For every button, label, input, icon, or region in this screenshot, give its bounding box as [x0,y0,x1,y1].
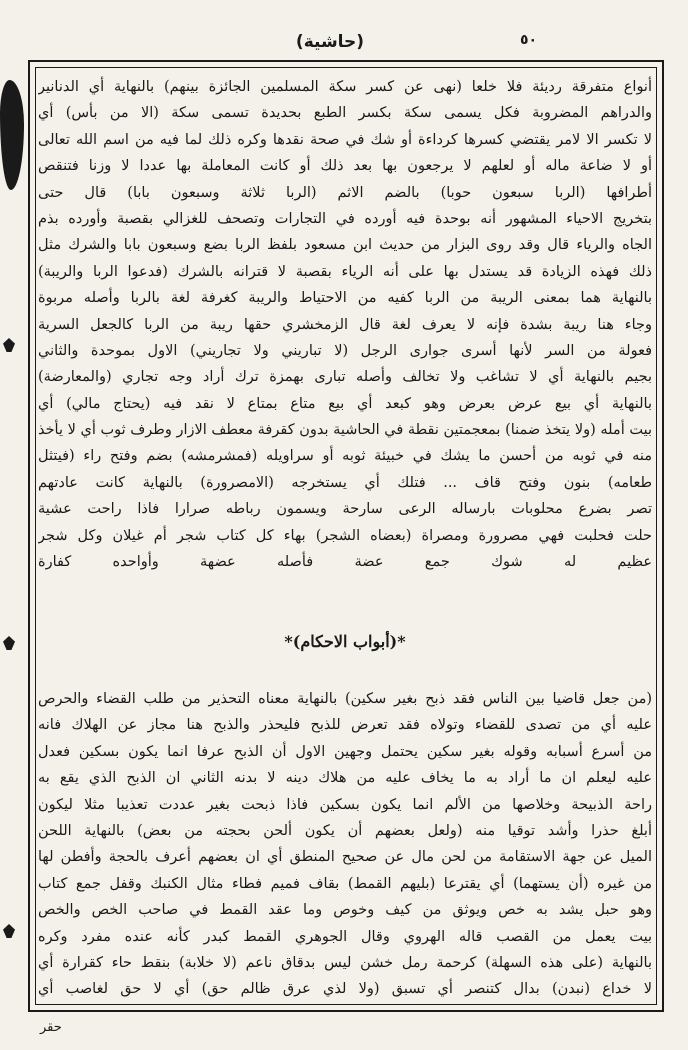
section-heading: *(أبواب الاحكام)* [284,632,406,651]
text-line: (من جعل قاضيا بين الناس فقد ذبح بغير سكين) بالنهاية معناه التحذير من طلب القضاء والحرص [38,691,652,707]
margin-mark [3,924,15,938]
text-line: بتخريج الاحياء المشهور أنه بوحدة فيه أورده في التجارات وتصحف للغزالي بقصبة وأورده بذم [38,210,652,227]
text-line: والدراهم المضروبة فكل يسمى سكة بكسر الطبع بحديدة تسمى سكة (الا من بأس) أي [38,105,652,122]
text-line: أو لا ضاعة ماله أو لعلهم لا يرجعون بها بعد ذلك أو كانت المعاملة بها عددا لا وزنا فتنقص [38,158,652,175]
page-number: ٥٠ [520,32,538,48]
text-line: من غيره (أن يستهما) أي يقترعا (بليهم القمط) بقاف فميم فطاء مثال الكنبك وقفل جمع كتاب [38,875,652,892]
text-line: حلت فحلبت فهي مصرورة ومصراة (بعضاه الشجر) بهاء كل كتاب شجر أم غيلان وكل شجر [38,527,652,544]
text-line: وجاء هنا ريبة بشدة فإنه لا يعرف لغة قال الزمخشري حقها ريبة من الربا كالجعل السرية [38,316,652,333]
text-line: بالنهاية هما بمعنى الريبة من الربا كفيه من الاحتياط والريبة كغرفة لغة بالربا وأصله مربوة [38,290,652,307]
text-line: بالنهاية أي بيع عرض بعرض وهو كبعد أي بيع متاع بمتاع لا نقد فيه (يحتاج مالي) أي [38,395,652,412]
text-line: منه في ثوبه من أحسن ما يشك في خبيئة ثوبه أو سراويله (فمشرمشه) بضم وفتح راء (فيتثل [38,448,652,465]
text-line: لا تكسر الا لامر يقتضي كسرها كرداءة أو شك في صحة نقدها وكره ذلك لما فيه من اسم الله تعالى [38,131,652,148]
text-line: عليه أي من تصدى للقضاء وتولاه فقد تعرض للذبح فليحذر والذبح هنا مجاز عن الهلاك فانه [38,717,652,734]
ink-blot [0,80,24,190]
text-line: لا خداع (نبدن) بدال كتنصر أي تسبق (ولا لذي عرق ظالم حق) أي لا حق لغاصب أي [38,981,652,998]
text-line: راحة الذبيحة وخلاصها من الألم انما يكون بسكين فاذا ذبحت بغير عددت تعذيبا مثلا ليكون [38,796,652,813]
text-line: بيت أمله (ولا يتخذ ضمنا) بمعجمتين نقطة في الحاشية بدون كقرفة معطف الازار وطرف ثوب أي لا يأخذ [38,422,652,439]
commentary-text-lower [38,686,652,1003]
text-line: عظيم له شوك جمع عضة فأصله عضهة وأواحده كفارة [38,554,652,571]
text-line: بيت يعمل من القصب قاله الهروي وقال الجوهري القمط كبدر كأنه عنده مفرد وكره [38,928,652,945]
text-line: الميل عن جهة الاستقامة من لحن مال عن صحيح المنطق أي ان بعضهم أعرف بالحجة وأفطن لها [38,849,652,866]
text-line: بالنهاية (على هذه السهلة) كرحمة رمل خشن ليس بدقاق ناعم (لا خلابة) بنقط حاء كقرارة أي [38,954,652,971]
text-line: أنواع متفرقة رديئة فلا خلعا (نهى عن كسر سكة المسلمين الجائزة بينهم) بالنهاية أي الدنانير [38,79,652,95]
commentary-text-upper [38,74,652,575]
text-line: من أسرع أسبابه وقوله بغير سكين يحتمل وجهين الاول أن الذبح عرفا انما يكون بسكين فعدل [38,743,652,760]
footer-catchword: حقر [40,1020,62,1035]
text-line: ذلك فهذه الزيادة قد يستدل بها على أنه الرياء بقصبة لا قترانه بالشرك (فدعوا الربا والريبة) [38,263,652,280]
text-line: طعامه) بنون وفتح قاف ... فتلك أي يستخرجه (الامصرورة) بالنهاية كانت عادتهم [38,474,652,491]
margin-mark [3,636,15,650]
text-line: أبلغ حذرا وأشد توقيا منه (ولعل بعضهم أن يكون ألحن بحجته من بعض) بالنهاية اللحن [38,822,652,839]
text-line: فعولة من السر لأنها أسرى جوارى الرجل (لا تباريني ولا تجاريني) الاول بموحدة والثاني [38,342,652,359]
text-line: تصر بضرع محلوبات بارساله الرعى سارحة ويسمون رباطه صرارا فاذا راحت عشية [38,501,652,518]
text-line: بجيم بالنهاية أي لا تشاغب ولا تخالف وأصله تبارى بهمزة ترك أراد وجه تجاري (والمعارضة) [38,369,652,386]
margin-mark [3,338,15,352]
page-header [0,30,688,54]
running-header-title: (حاشية) [295,32,365,52]
text-line: الجاه والرياء قال وقد روى البزار من حديث ابن مسعود بلفظ الربا بضع وسبعون بابا والشرك مثل [38,237,652,254]
text-line: أطرافها (الربا سبعون حوبا) بالضم الاثم (الربا ثلاثة وسبعون بابا) قال حتى [38,184,652,201]
text-line: وهو حبل يشد به خص ويوثق من كيف وخوص وما عقد القمط في صاحب الخص والخص [38,902,652,919]
text-line: عليه ليعلم ان ما أراد به ما يخاف عليه من هلاك دينه لا بدنه الثاني ان الذبح الذي يقع به [38,770,652,787]
